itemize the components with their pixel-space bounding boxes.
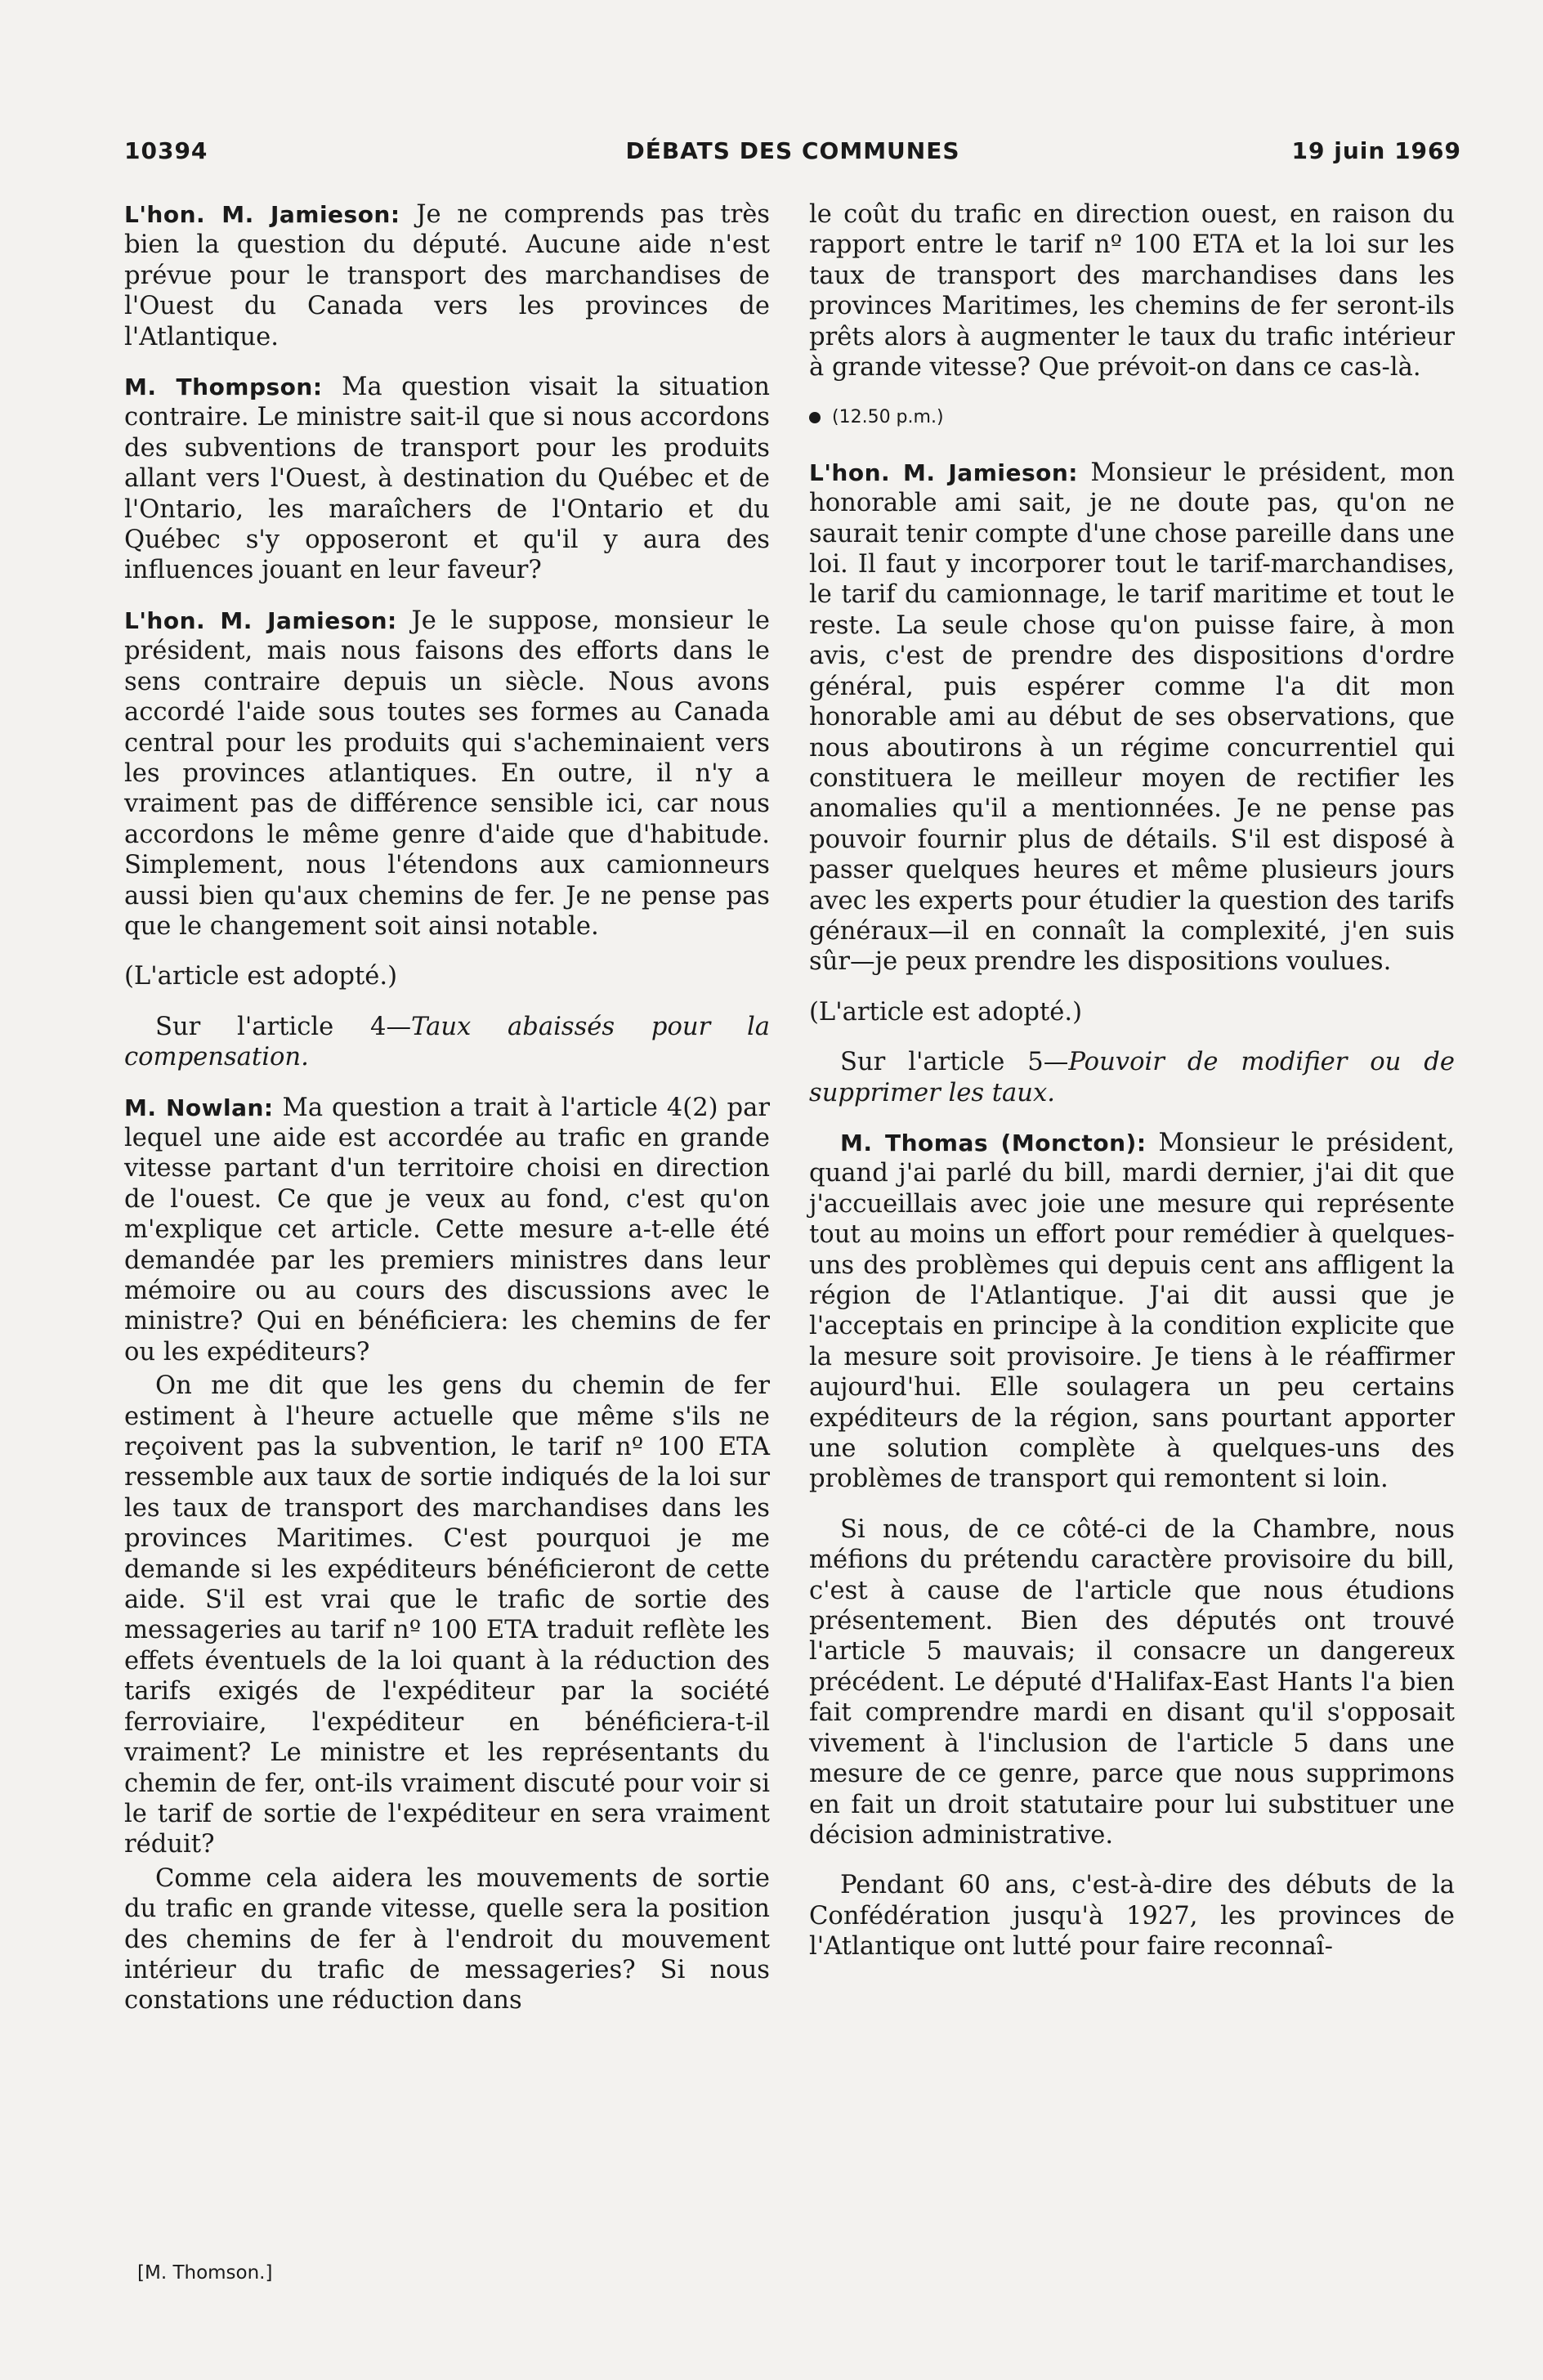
bullet-icon xyxy=(809,412,821,423)
adoption-note: (L'article est adopté.) xyxy=(124,962,398,991)
clause-title: Taux abaissés pour la compensation. xyxy=(124,1012,770,1072)
paragraph xyxy=(809,458,1455,978)
page-header xyxy=(124,137,1461,170)
speaker-name: M. Nowlan: xyxy=(124,1094,274,1121)
paragraph: Comme cela aidera les mouvements de sortie du trafic en grande vitesse, quelle sera la position des chemins de fer à l'endroit du mouvement intérieur du trafic de messageries? Si nous constations une réduction dans xyxy=(124,1863,770,2015)
speaker-name: M. Thomas (Moncton): xyxy=(840,1129,1147,1156)
speaker-name: L'hon. M. Jamieson: xyxy=(124,606,397,634)
paragraph: Si nous, de ce côté-ci de la Chambre, nous méfions du prétendu caractère provisoire du bill, c'est à cause de l'article que nous étudions présentement. Bien des députés ont trouvé l'article 5 mauvais; il consacre un dangereux précédent. Le député d'Halifax-East Hants l'a bien fait comprendre mardi en disant qu'il s'opposait vivement à l'inclusion de l'article 5 dans une mesure de ce genre, parce que nous supprimons en fait un droit statutaire pour lui substituer une décision administrative. xyxy=(809,1514,1455,1850)
speech-text: Ma question visait la situation contraire. Le ministre sait-il que si nous accordons des subventions de transport pour les produits allant vers l'Ouest, à destination du Québec et de l'Ontario, les maraîchers de l'Ontario et du Québec s'y opposeront et qu'il y aura des influences jouant en leur faveur? xyxy=(124,373,770,585)
speaker-name: L'hon. M. Jamieson: xyxy=(809,459,1078,486)
paragraph: le coût du trafic en direction ouest, en raison du rapport entre le tarif nº 100 ETA et la loi sur les taux de transport des marchandises dans les provinces Maritimes, les chemins de fer seront-ils prêts alors à augmenter le taux du trafic intérieur à grande vitesse? Que prévoit-on dans ce cas-là. xyxy=(809,200,1455,382)
speech-text: Ma question a trait à l'article 4(2) par lequel une aide est accordée au trafic en grande vitesse partant d'un territoire choisi en direction de l'ouest. Ce que je veux au fond, c'est qu'on m'explique cet article. Cette mesure a-t-elle été demandée par les premiers ministres dans leur mémoire ou au cours des discussions avec le ministre? Qui en bénéficiera: les chemins de fer ou les expéditeurs? xyxy=(124,1093,770,1367)
page-date: 19 juin 1969 xyxy=(1291,137,1461,164)
paragraph xyxy=(124,372,770,586)
speaker-name: M. Thompson: xyxy=(124,374,323,401)
paragraph xyxy=(124,606,770,942)
clause-heading xyxy=(809,1047,1455,1108)
speech-text: Je le suppose, monsieur le président, mais nous faisons des efforts dans le sens contraire depuis un siècle. Nous avons accordé l'aide sous toutes ses formes au Canada central pour les produits qui s'acheminaient vers les provinces atlantiques. En outre, il n'y a vraiment pas de différence sensible ici, car nous accordons le même genre d'aide que d'habitude. Simplement, nous l'étendons aux camionneurs aussi bien qu'aux chemins de fer. Je ne pense pas que le changement soit ainsi notable. xyxy=(124,606,770,941)
publication-title: DÉBATS DES COMMUNES xyxy=(625,137,960,164)
clause-heading xyxy=(124,1012,770,1073)
time-marker xyxy=(809,402,1455,432)
paragraph: Pendant 60 ans, c'est-à-dire des débuts de la Confédération jusqu'à 1927, les provinces de l'Atlantique ont lutté pour faire reconnaî- xyxy=(809,1871,1455,1962)
speech-text: Monsieur le président, quand j'ai parlé du bill, mardi dernier, j'ai dit que j'accueillais avec joie une mesure qui représente tout au moins un effort pour remédier à quelques-uns des problèmes qui depuis cent ans affligent la région de l'Atlantique. J'ai dit aussi que je l'acceptais en principe à la condition explicite que la mesure soit provisoire. Je tiens à le réaffirmer aujourd'hui. Elle soulagera un peu certains expéditeurs de la région, sans pourtant apporter une solution complète à quelques-uns des problèmes de transport qui remontent si loin. xyxy=(809,1128,1455,1494)
adoption-note: (L'article est adopté.) xyxy=(809,997,1083,1027)
left-column xyxy=(124,199,770,2036)
paragraph: On me dit que les gens du chemin de fer estiment à l'heure actuelle que même s'ils ne reçoivent pas la subvention, le tarif nº 100 ETA ressemble aux taux de sortie indiqués de la loi sur les taux de transport des marchandises dans les provinces Maritimes. C'est pourquoi je me demande si les expéditeurs bénéficieront de cette aide. S'il est vrai que le trafic de sortie des messageries au tarif nº 100 ETA traduit reflète les effets éventuels de la loi quant à la réduction des tarifs exigés de l'expéditeur par la société ferroviaire, l'expéditeur en bénéficiera-t-il vraiment? Le ministre et les représentants du chemin de fer, ont-ils vraiment discuté pour voir si le tarif de sortie de l'expéditeur en sera vraiment réduit? xyxy=(124,1371,770,1859)
page-number: 10394 xyxy=(124,137,208,164)
clause-prefix: Sur l'article 4— xyxy=(155,1012,412,1041)
time-text: (12.50 p.m.) xyxy=(832,407,944,428)
speech-text: Monsieur le président, mon honorable ami sait, je ne doute pas, qu'on ne saurait tenir compte d'une chose pareille dans une loi. Il faut y incorporer tout le tarif-marchandises, le tarif du camionnage, le tarif maritime et tout le reste. La seule chose qu'on puisse faire, à mon avis, c'est de prendre des dispositions d'ordre général, puis espérer comme l'a dit mon honorable ami au début de ses observations, que nous aboutirons à un régime concurrentiel qui constituera le meilleur moyen de rectifier les anomalies qu'il a mentionnées. Je ne pense pas pouvoir fournir plus de détails. S'il est disposé à passer quelques heures et même plusieurs jours avec les experts pour étudier la question des tarifs généraux—il en connaît la complexité, j'en suis sûr—je peux prendre les dispositions voulues. xyxy=(809,458,1455,977)
paragraph xyxy=(124,1093,770,1368)
speaker-footer: [M. Thomson.] xyxy=(137,2262,273,2284)
clause-title: Pouvoir de modifier ou de supprimer les taux. xyxy=(809,1048,1455,1107)
clause-prefix: Sur l'article 5— xyxy=(840,1048,1069,1077)
speaker-name: L'hon. M. Jamieson: xyxy=(124,201,400,228)
speech-text: Je ne comprends pas très bien la question du député. Aucune aide n'est prévue pour le transport des marchandises de l'Ouest du Canada vers les provinces de l'Atlantique. xyxy=(124,200,771,351)
paragraph xyxy=(809,1128,1455,1495)
right-column xyxy=(809,199,1455,1982)
paragraph xyxy=(124,199,770,352)
